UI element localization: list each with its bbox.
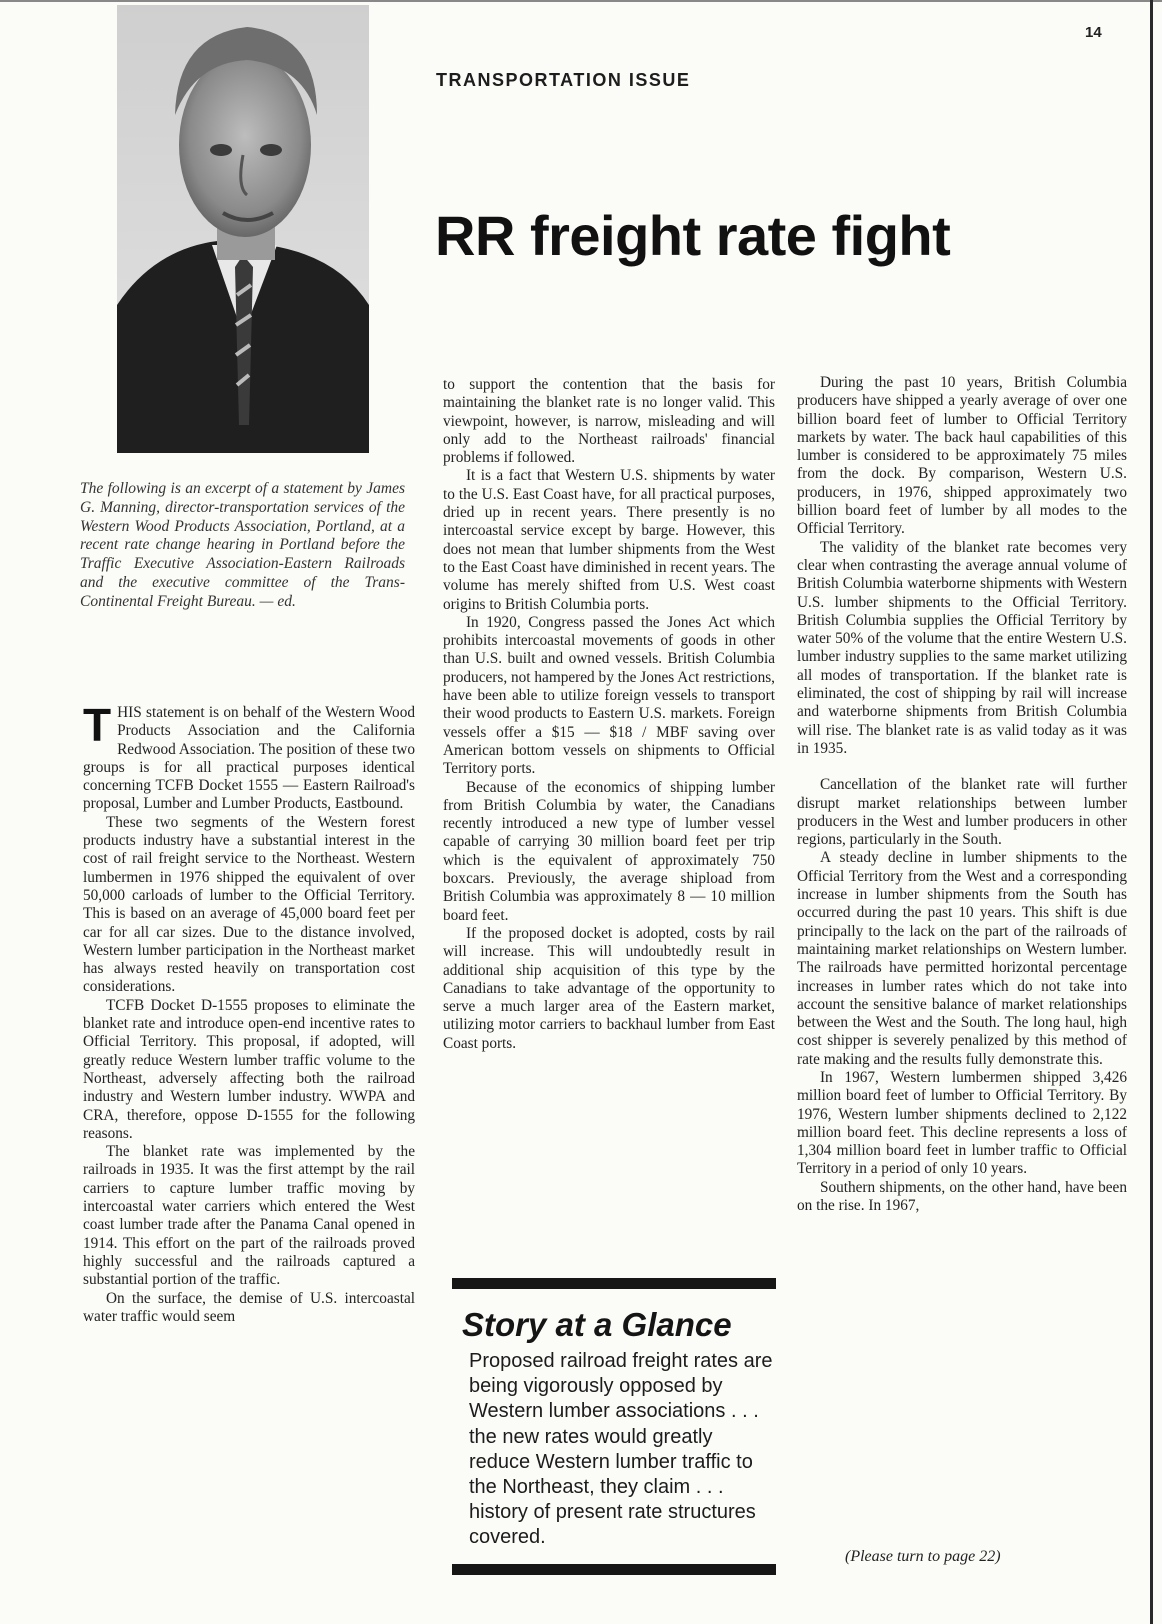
article-paragraph: The validity of the blanket rate becomes very clear when contrasting the average annual volume of British Columbia waterborne shipments with Western U.S. lumber shipments to the Official Territory. British Columbia supplies the Official Territory by water 50% of the volume that the entire Western U.S. lumber industry supplies to the same market utilizing all modes of transportation. If the blanket rate is eliminated, the cost of shipping by rail will increase and waterborne shipments from British Columbia will rise. The blanket rate is as valid today as it was in 1935. <box>797 538 1127 757</box>
page-top-edge <box>0 0 1162 2</box>
article-paragraph: TCFB Docket D-1555 proposes to eliminate the blanket rate and introduce open-end incentive rates to Official Territory. This proposal, if adopted, will greatly reduce Western lumber traffic volume to the Northeast, adversely affecting both the railroad industry and Western lumber industry. WWPA and CRA, therefore, oppose D-1555 for the following reasons. <box>83 996 415 1142</box>
article-column-3 <box>797 374 1127 1215</box>
portrait-illustration <box>117 5 369 453</box>
article-paragraph: Cancellation of the blanket rate will further disrupt market relationships between lumber producers in the West and lumber producers in other regions, particularly in the South. <box>797 776 1127 849</box>
glance-top-rule <box>452 1278 776 1289</box>
page-number: 14 <box>1085 24 1102 41</box>
article-paragraph: A steady decline in lumber shipments to the Official Territory from the West and a corresponding increase in lumber shipments from the South has occurred during the past 10 years. This shift is due principally to the lack on the part of the railroads of maintaining market relationships on Western lumber. The railroads have permitted horizontal percentage increases in lumber rates which do not take into account the sensitive balance of market relationships between the West and the South. The long haul, high cost shipper is severely penalized by this method of rate making and the results fully demonstrate this. <box>797 849 1127 1068</box>
article-paragraph: These two segments of the Western forest products industry have a substantial interest in the cost of rail freight service to the Northeast. Western lumbermen in 1976 shipped the equivalent of over 50,000 carloads of lumber to the Official Territory. This is based on an average of 45,000 board feet per car for all car sizes. Due to the distance involved, Western lumber participation in the Northeast market has always rested heavily on transportation cost considerations. <box>83 813 415 996</box>
article-paragraph: If the proposed docket is adopted, costs by rail will increase. This will undoubtedly result in additional ship acquisition of this type by the Canadians to take advantage of the opportunity to serve a much larger area of the Eastern market, utilizing motor carriers to backhaul lumber from East Coast ports. <box>443 924 775 1052</box>
article-column-1 <box>83 699 415 1326</box>
article-paragraph: During the past 10 years, British Columbia producers have shipped a yearly average of over one billion board feet of lumber to Official Territory markets by water. The back haul capabilities of this lumber is considered to be approximately 75 miles from the dock. By comparison, Western U.S. producers, in 1976, shipped approximately two billion board feet of lumber by all modes to the Official Territory. <box>797 374 1127 538</box>
headline: RR freight rate fight <box>435 204 951 267</box>
story-at-a-glance-body: Proposed railroad freight rates are being vigorously opposed by Western lumber associations . . . the new rates would greatly reduce Western lumber traffic to the Northeast, they claim . . . history of present rate structures covered. <box>469 1350 773 1549</box>
article-paragraph: On the surface, the demise of U.S. intercoastal water traffic would seem <box>83 1289 415 1325</box>
glance-bottom-rule <box>452 1564 776 1575</box>
article-paragraph: Southern shipments, on the other hand, have been on the rise. In 1967, <box>797 1178 1127 1215</box>
drop-cap: T <box>83 699 112 751</box>
article-paragraph: In 1920, Congress passed the Jones Act which prohibits intercoastal movements of goods in other than U.S. built and owned vessels. British Columbia producers, not hampered by the Jones Act restrictions, have been able to utilize foreign vessels to transport their wood products to Eastern U.S. markets. Foreign vessels offer a $15 — $18 / MBF saving over American bottom vessels on shipments to Official Territory ports. <box>443 613 775 778</box>
story-at-a-glance-title: Story at a Glance <box>462 1306 732 1343</box>
continued-on-page-note: (Please turn to page 22) <box>845 1548 1001 1565</box>
page-right-edge <box>1150 0 1153 1624</box>
article-column-2 <box>443 376 775 1053</box>
article-paragraph: to support the contention that the basis for maintaining the blanket rate is no longer valid. This viewpoint, however, is narrow, misleading and will only add to the Northeast railroads' financial problems if followed. <box>443 376 775 467</box>
article-paragraph: THIS statement is on behalf of the Western Wood Products Association and the California Redwood Association. The position of these two groups is for all practical purposes identical concerning TCFB Docket 1555 — Eastern Railroad's proposal, Lumber and Lumber Products, Eastbound. <box>83 699 415 813</box>
intro-editor-note: The following is an excerpt of a statement by James G. Manning, director-transportation services of the Western Wood Products Association, Portland, at a recent rate change hearing in Portland before the Traffic Executive Association-Eastern Railroads and the executive committee of the Trans-Continental Freight Bureau. — ed. <box>80 480 405 610</box>
article-paragraph: The blanket rate was implemented by the railroads in 1935. It was the first attempt by the rail carriers to capture lumber traffic moving by intercoastal water carriers which entered the West coast lumber trade after the Panama Canal opened in 1914. This effort on the part of the railroads proved highly successful and the railroads captured a substantial portion of the traffic. <box>83 1143 415 1289</box>
article-paragraph: In 1967, Western lumbermen shipped 3,426 million board feet of lumber to Official Territory. By 1976, Western lumber shipments declined to 2,122 million board feet. This decline represents a loss of 1,304 million board feet in lumber traffic to Official Territory in a period of only 10 years. <box>797 1068 1127 1178</box>
article-paragraph: It is a fact that Western U.S. shipments by water to the U.S. East Coast have, for all practical purposes, dried up in recent years. There presently is no intercoastal service except by barge. However, this does not mean that lumber shipments from the West to the East Coast have diminished in recent years. The volume has merely shifted from U.S. West coast origins to British Columbia ports. <box>443 467 775 613</box>
section-kicker: TRANSPORTATION ISSUE <box>436 70 691 90</box>
portrait-photo <box>117 5 369 453</box>
article-paragraph: Because of the economics of shipping lumber from British Columbia by water, the Canadians recently introduced a new type of lumber vessel capable of carrying 30 million board feet per trip which is the equivalent of approximately 750 boxcars. Previously, the average shipload from British Columbia was approximately 8 — 10 million board feet. <box>443 778 775 924</box>
